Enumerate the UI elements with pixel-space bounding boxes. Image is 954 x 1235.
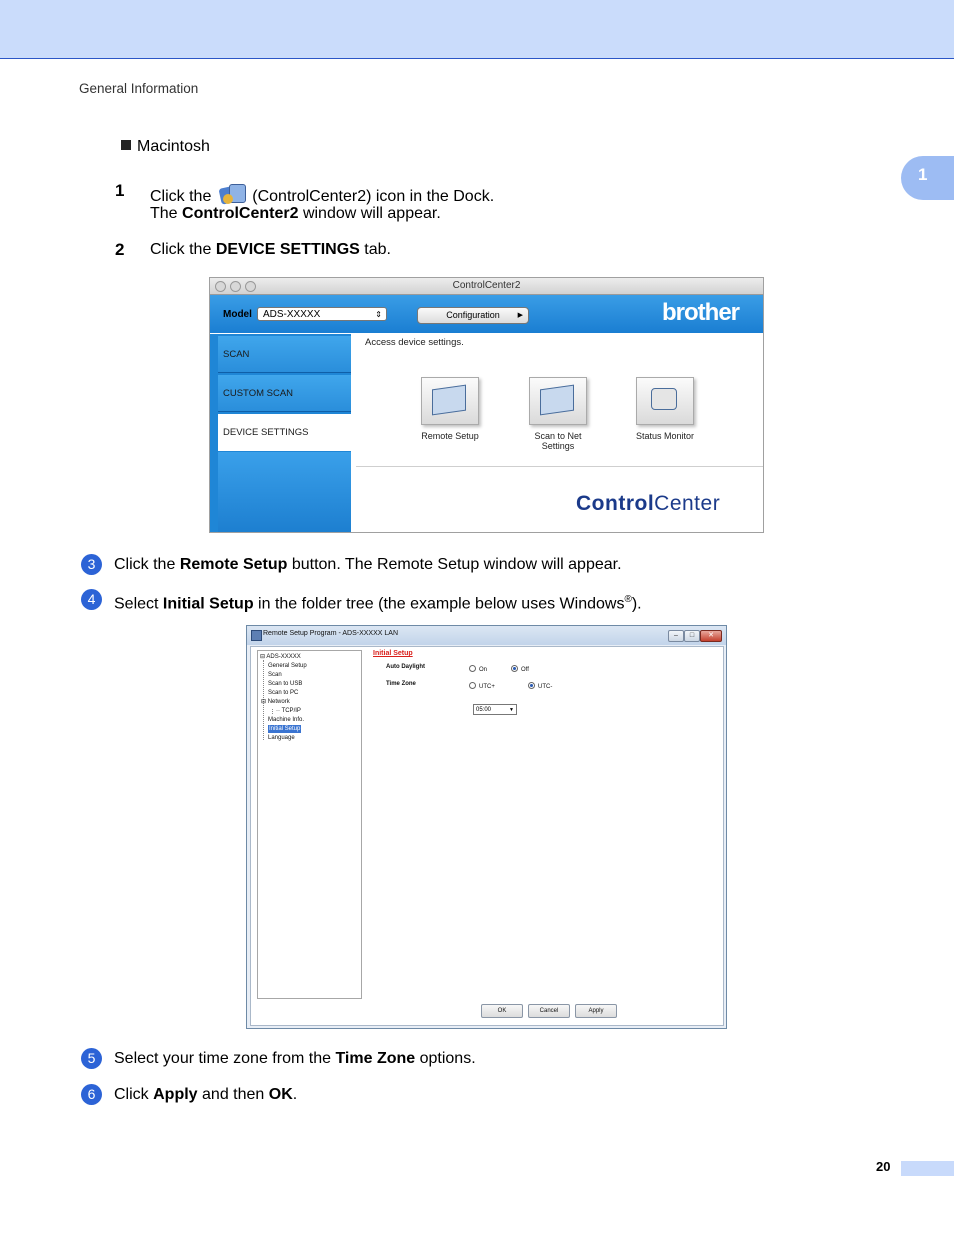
step-text: button. The Remote Setup window will appear. [291, 556, 622, 573]
cancel-button[interactable]: Cancel [528, 1004, 570, 1018]
step-text: Select your time zone from the [114, 1050, 331, 1067]
tree-line [272, 709, 273, 714]
time-zone-label: Time Zone [386, 681, 416, 687]
maximize-icon[interactable]: □ [684, 630, 700, 642]
step-text: . [292, 1086, 298, 1103]
mac-titlebar [210, 278, 763, 295]
apply-button[interactable]: Apply [575, 1004, 617, 1018]
tz-value: 05:00 [476, 707, 492, 713]
printer-icon [636, 377, 694, 425]
win-titlebar [247, 626, 726, 645]
step-bold-text: Remote Setup [179, 556, 288, 573]
controlcenter-logo [576, 492, 720, 516]
step-number: 2 [115, 240, 125, 259]
mac-sidebar [210, 334, 351, 532]
chevron-down-icon: ▼ [509, 707, 514, 713]
step-text: options. [419, 1050, 476, 1067]
page-number: 20 [876, 1159, 891, 1174]
ok-button[interactable]: OK [481, 1004, 523, 1018]
step-text: in the folder tree (the example below uses Windows [258, 595, 625, 613]
step-6 [114, 1085, 297, 1105]
tree-label: TCP/IP [281, 708, 301, 714]
tree-item[interactable]: Machine Info. [268, 717, 305, 723]
step-text: Click [114, 1086, 149, 1103]
step-text: Click the [150, 188, 212, 205]
radio-label: UTC+ [479, 684, 495, 690]
chapter-tab [901, 156, 954, 200]
configuration-label: Configuration [446, 310, 500, 320]
remote-setup-icon [421, 377, 479, 425]
step-bold-text: DEVICE SETTINGS [215, 241, 360, 258]
radio-label: On [479, 667, 488, 673]
scan-to-net-label: Scan to Net Settings [534, 431, 582, 451]
time-zone-select[interactable] [473, 704, 517, 715]
controlcenter2-window [209, 277, 764, 533]
status-monitor-label: Status Monitor [635, 431, 695, 441]
radio-icon [469, 665, 476, 672]
step-number: 1 [115, 181, 125, 200]
auto-daylight-label: Auto Daylight [386, 664, 425, 670]
header-band [0, 0, 954, 59]
running-header: General Information [79, 81, 199, 96]
radio-icon [469, 682, 476, 689]
tree-root[interactable]: ⊟ ADS-XXXXX [260, 654, 301, 660]
section-title: Initial Setup [373, 650, 413, 657]
tree-item[interactable]: Language [268, 735, 295, 741]
minimize-icon[interactable]: – [668, 630, 684, 642]
footer-bar [901, 1161, 954, 1176]
logo-bold: Control [576, 492, 655, 515]
step-circle-3: 3 [81, 554, 102, 575]
tab-scan[interactable]: SCAN [218, 336, 351, 373]
radio-utc-minus[interactable] [528, 682, 552, 690]
step-text: Click the [114, 556, 176, 573]
radio-utc-plus[interactable] [469, 682, 495, 690]
step-2 [150, 240, 391, 260]
step-text: window will appear. [302, 205, 441, 222]
step-text: tab. [364, 241, 391, 258]
triangle-right-icon: ▶ [517, 312, 523, 319]
step-5 [114, 1049, 476, 1069]
radio-selected-icon [528, 682, 535, 689]
tree-item[interactable]: Scan to PC [268, 690, 299, 696]
win-client-area [250, 646, 724, 1026]
radio-off[interactable] [511, 665, 529, 673]
tree-item[interactable]: General Setup [268, 663, 307, 669]
tree-label: ADS-XXXXX [266, 654, 301, 660]
registered-mark: ® [624, 594, 632, 605]
access-text: Access device settings. [365, 337, 464, 348]
remote-setup-window [246, 625, 727, 1029]
step-circle-5: 5 [81, 1048, 102, 1069]
window-title: ControlCenter2 [452, 280, 521, 291]
step-4 [114, 590, 642, 614]
radio-on[interactable] [469, 665, 487, 673]
model-label: Model [223, 309, 252, 320]
mac-toolbar [210, 295, 763, 333]
brother-logo: brother [662, 299, 739, 326]
model-select[interactable] [257, 307, 387, 321]
step-1-line-2 [150, 204, 441, 224]
tree-item-network[interactable]: ⊟ Network [261, 699, 290, 705]
step-bold-text: Time Zone [335, 1050, 416, 1067]
step-bold-text: Initial Setup [162, 595, 254, 613]
scan-to-net-settings-button[interactable] [513, 377, 603, 451]
step-text: ). [631, 595, 642, 613]
status-monitor-button[interactable] [620, 377, 710, 441]
scan-to-net-icon [529, 377, 587, 425]
square-bullet-icon [121, 140, 131, 150]
step-circle-4: 4 [81, 589, 102, 610]
logo-light: Center [654, 492, 721, 515]
radio-label: UTC- [538, 684, 553, 690]
step-text: and then [202, 1086, 265, 1103]
close-icon[interactable]: ✕ [700, 630, 722, 642]
step-text: (ControlCenter2) icon in the Dock. [252, 188, 495, 205]
radio-selected-icon [511, 665, 518, 672]
step-bold-text: ControlCenter2 [182, 205, 299, 222]
tree-label: Network [267, 699, 290, 705]
tree-item[interactable]: Scan to USB [268, 681, 303, 687]
radio-label: Off [521, 667, 529, 673]
tree-item[interactable]: ·· TCP/IP [276, 708, 301, 714]
bullet-macintosh [121, 137, 210, 157]
tree-item[interactable]: Scan [268, 672, 282, 678]
step-text: Select [114, 595, 159, 613]
bullet-label: Macintosh [137, 138, 210, 155]
step-bold-text: Apply [153, 1086, 198, 1103]
app-icon [251, 630, 262, 641]
remote-setup-label: Remote Setup [421, 431, 479, 441]
step-circle-6: 6 [81, 1084, 102, 1105]
win-title: Remote Setup Program - ADS-XXXXX LAN [263, 630, 398, 637]
step-text: Click the [150, 241, 212, 258]
updown-arrow-icon: ⇕ [375, 310, 382, 319]
remote-setup-button[interactable] [405, 377, 495, 441]
folder-tree [257, 650, 362, 999]
step-bold-text: OK [268, 1086, 293, 1103]
model-value: ADS-XXXXX [263, 309, 321, 320]
tab-custom-scan[interactable]: CUSTOM SCAN [218, 375, 351, 412]
sidebar-fill [218, 452, 351, 532]
mac-content [356, 334, 763, 532]
configuration-button[interactable] [417, 307, 529, 324]
content-divider [356, 466, 763, 467]
step-text: The [150, 205, 178, 222]
step-3 [114, 555, 622, 575]
tree-item-selected[interactable]: Initial Setup [269, 726, 301, 732]
chapter-number: 1 [918, 165, 928, 184]
tab-device-settings[interactable]: DEVICE SETTINGS [218, 414, 351, 451]
